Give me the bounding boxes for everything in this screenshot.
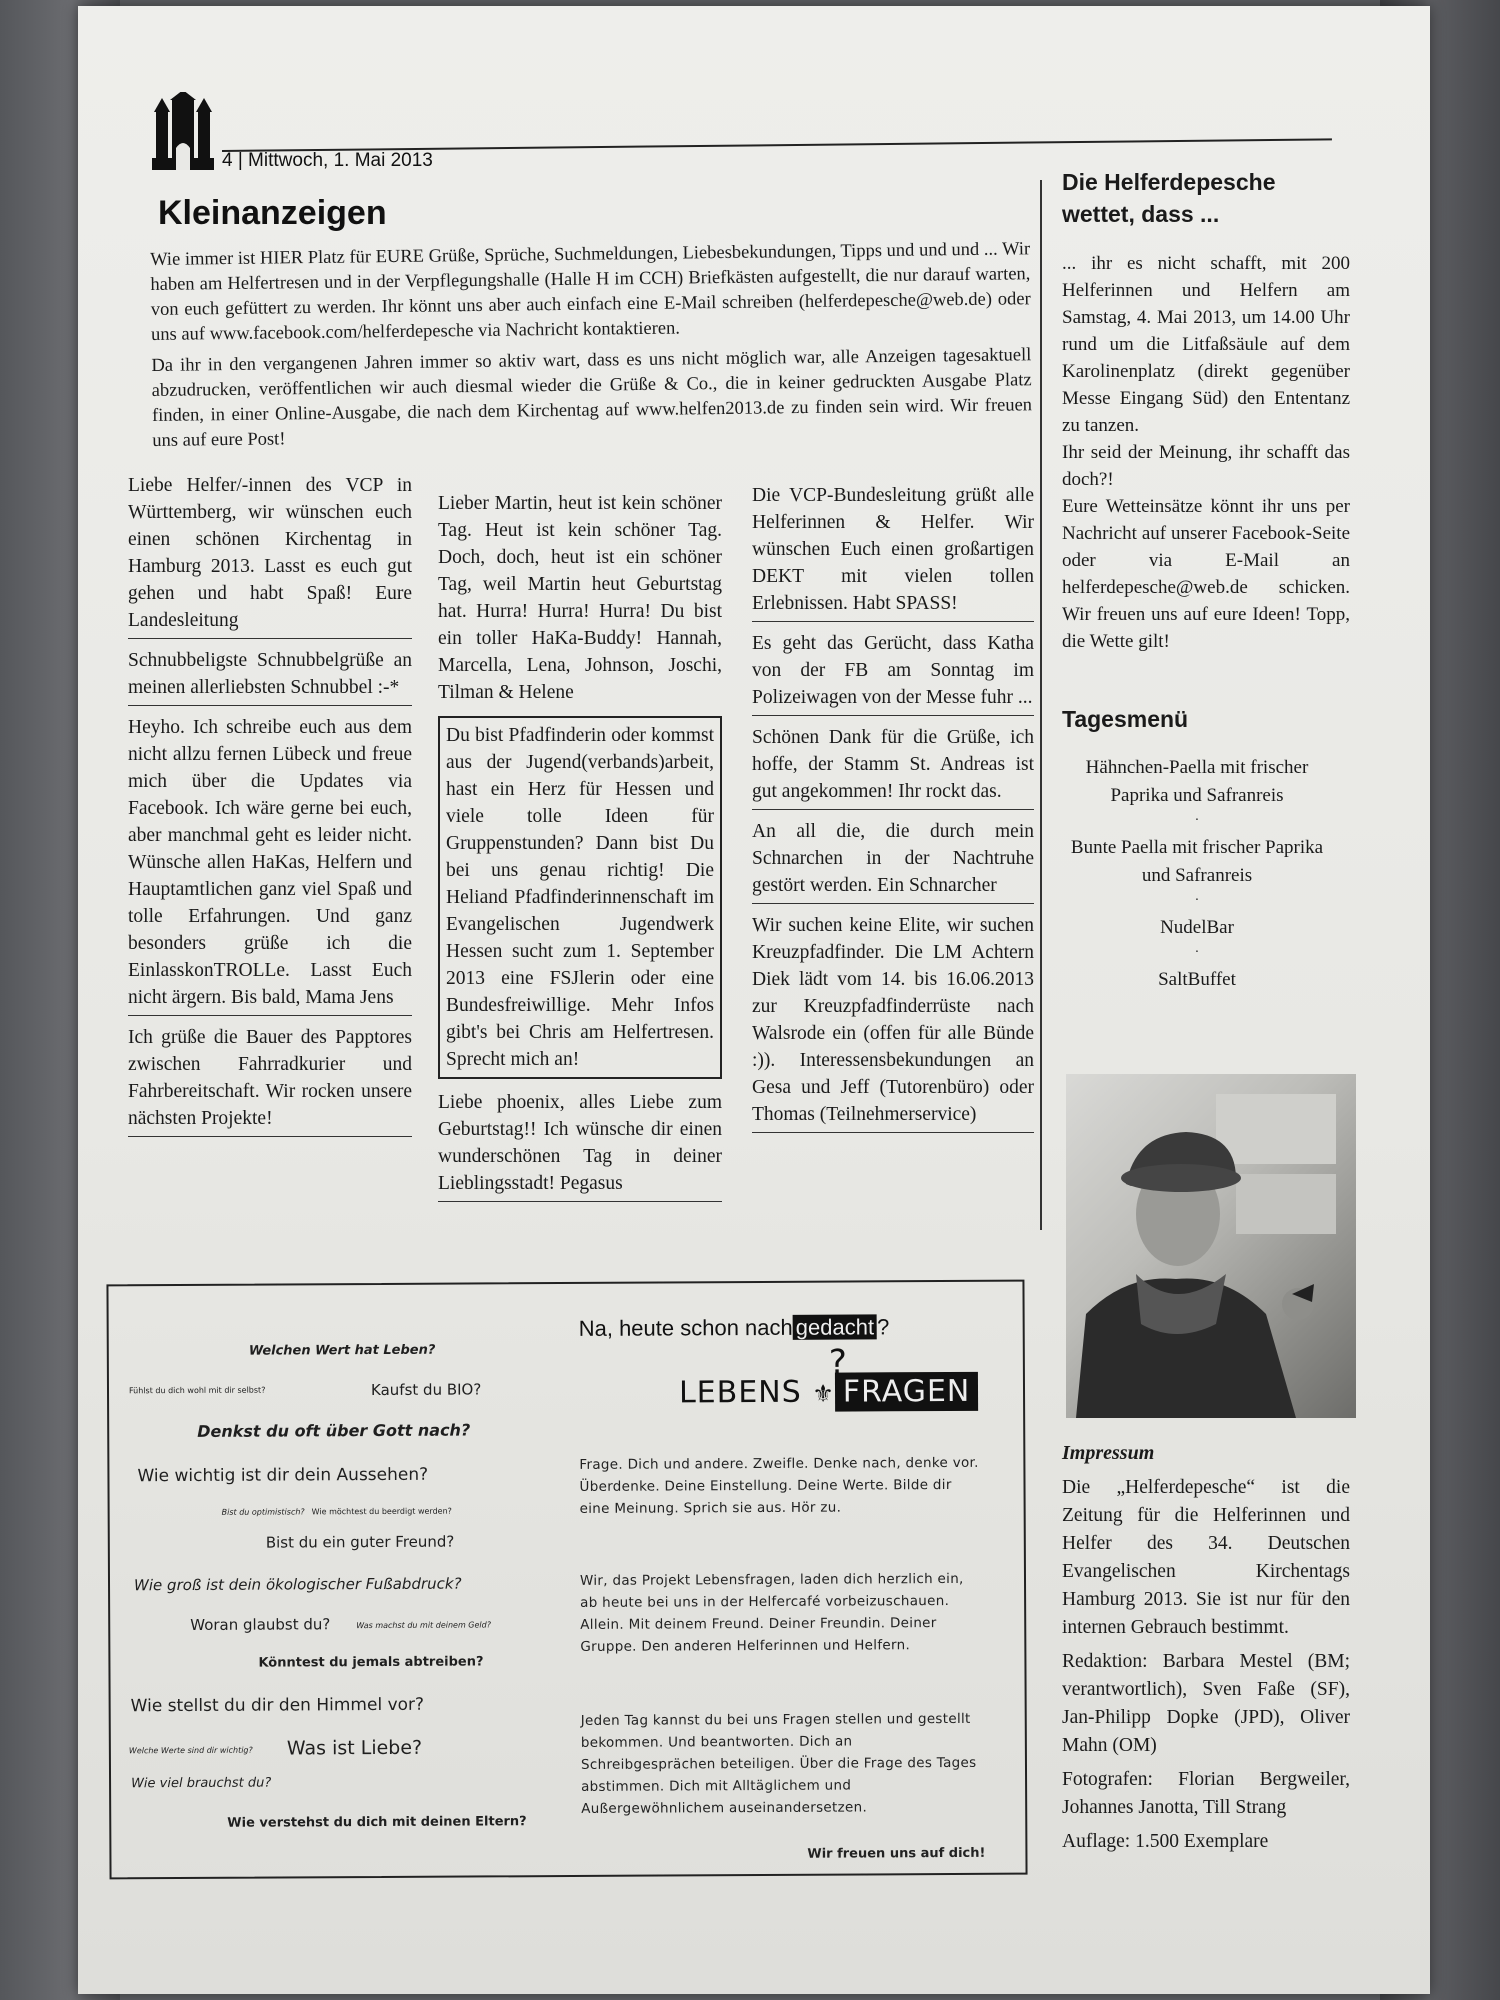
wette-body bbox=[1062, 250, 1350, 655]
tagesmenue-title: Tagesmenü bbox=[1062, 706, 1189, 732]
classifieds-column-1 bbox=[128, 470, 412, 1143]
column-divider bbox=[1040, 180, 1042, 1230]
ad-question: Wie stellst du dir den Himmel vor? bbox=[130, 1694, 425, 1717]
logo-text-left: LEBENS bbox=[678, 1374, 802, 1411]
ad-question: Was machst du mit deinem Geld? bbox=[356, 1620, 491, 1631]
menu-item: Bunte Paella mit frischer Paprika und Safranreis bbox=[1070, 837, 1324, 886]
issue-date-line: 4 | Mittwoch, 1. Mai 2013 bbox=[222, 150, 433, 171]
wette-paragraph: Eure Wetteinsätze könnt ihr uns per Nachricht auf unserer Facebook-Seite oder via E-Mail an helferdepesche@web.de schicken. Wir freuen uns auf eure Ideen! Topp, die Wette gilt! bbox=[1062, 496, 1350, 652]
wette-paragraph: Ihr seid der Meinung, ihr schafft das doch?! bbox=[1062, 442, 1350, 490]
classified-ad: Heyho. Ich schreibe euch aus dem nicht allzu fernen Lübeck und freue mich über die Updates via Facebook. Ich wäre gerne bei euch, aber manchmal geht es leider nicht. Wünsche allen HaKas, Helfern und Hauptamtlichen ganz viel Spaß und tolle Erfahrungen. Und ganz besonders grüße ich die EinlasskonTROLLe. Lasst Euch nicht ärgern. Bis bald, Mama Jens bbox=[128, 712, 412, 1016]
ad-question: Wie wichtig ist dir dein Aussehen? bbox=[137, 1464, 429, 1487]
question-mark-icon: ? bbox=[828, 1342, 849, 1383]
ad-question: Fühlst du dich wohl mit dir selbst? bbox=[128, 1385, 266, 1396]
ad-heading bbox=[579, 1314, 890, 1342]
classified-ad: Wir suchen keine Elite, wir suchen Kreuzpfadfinder. Die LM Achtern Diek lädt vom 14. bis 16.06.2013 zur Kreuzpfadfinderrüste nach Walsrode ein (offen für alle Bünde :)). Interessensbekundungen an Gesa und Jeff (Tutorenbüro) oder Thomas (Teilnehmerservice) bbox=[752, 910, 1034, 1133]
ad-question: Wie möchtest du beerdigt werden? bbox=[311, 1506, 452, 1517]
logo-text-right: FRAGEN bbox=[835, 1372, 979, 1412]
tagesmenue-list bbox=[1062, 754, 1332, 998]
classified-ad: Es geht das Gerücht, dass Katha von der FB am Sonntag im Polizeiwagen von der Messe fuhr ... bbox=[752, 628, 1034, 716]
ad-question: Wie verstehst du dich mit deinen Eltern? bbox=[227, 1814, 527, 1831]
ad-question: Welche Werte sind dir wichtig? bbox=[128, 1745, 253, 1756]
classified-ad: Schnubbeligste Schnubbelgrüße an meinen allerliebsten Schnubbel :-* bbox=[128, 645, 412, 706]
classifieds-column-3 bbox=[752, 480, 1034, 1139]
ad-question: Kaufst du BIO? bbox=[370, 1380, 482, 1400]
ad-closing: Wir freuen uns auf dich! bbox=[807, 1845, 986, 1862]
ad-question: Könntest du jemals abtreiben? bbox=[258, 1654, 484, 1671]
impressum-auflage: Auflage: 1.500 Exemplare bbox=[1062, 1831, 1269, 1852]
ad-question: Was ist Liebe? bbox=[286, 1736, 423, 1760]
ad-question: Bist du optimistisch? bbox=[221, 1507, 305, 1517]
intro-paragraph: Da ihr in den vergangenen Jahren immer so aktiv wart, dass es uns nicht möglich war, alle Anzeigen tagesaktuell abzudrucken, veröffentlichen wir auch diesmal wieder die Grüße & Co., die in keiner gedruckten Ausgabe Platz finden, in einer Online-Ausgabe, die nach dem Kirchentag auf www.helfen2013.de zu finden sein wird. Wir freuen uns auf eure Post! bbox=[151, 345, 1033, 451]
ad-heading-text: Na, heute schon nach bbox=[578, 1314, 793, 1341]
classifieds-column-2 bbox=[438, 488, 722, 1208]
classified-ad: Liebe Helfer/-innen des VCP in Württemberg, wir wünschen euch einen schönen Kirchentag in Hamburg 2013. Lasst es euch gut gehen und habt Spaß! Eure Landesleitung bbox=[128, 470, 412, 639]
portrait-photo bbox=[1066, 1074, 1356, 1418]
impressum-fotografen: Fotografen: Florian Bergweiler, Johannes Janotta, Till Strang bbox=[1062, 1769, 1350, 1818]
classified-ad: Liebe phoenix, alles Liebe zum Geburtstag!! Ich wünsche dir einen wunderschönen Tag in deiner Lieblingsstadt! Pegasus bbox=[438, 1087, 722, 1202]
menu-item: Hähnchen-Paella mit frischer Paprika und Safranreis bbox=[1085, 757, 1309, 806]
menu-item: NudelBar bbox=[1160, 917, 1234, 938]
ad-text-paragraph: Wir, das Projekt Lebensfragen, laden dich herzlich ein, ab heute bei uns in der Helfercafé vorbeizuschauen. Allein. Mit deinem Freund. Deiner Freundin. Deiner Gruppe. Den anderen Helferinnen und Helfern. bbox=[579, 1570, 964, 1655]
ad-text-paragraph: Jeden Tag kannst du bei uns Fragen stellen und gestellt bekommen. Und beantworten. Dich an Schreibgesprächen beteiligen. Über die Frage des Tages abstimmen. Dich mit Alltäglichem und Außergewöhnlichem auseinandersetzen. bbox=[580, 1710, 977, 1817]
ad-heading-end: ? bbox=[876, 1314, 890, 1340]
ad-question: Bist du ein guter Freund? bbox=[265, 1532, 455, 1552]
classified-ad-boxed: Du bist Pfadfinderin oder kommst aus der Jugend(verbands)arbeit, hast ein Herz für Hessen und viele tolle Ideen für Gruppenstunden? Dann bist Du bei uns genau richtig! Die Heliand Pfadfinderinnenschaft im Evangelischen Jugendwerk Hessen sucht zum 1. September 2013 eine FSJlerin oder eine Bundesfreiwillige. Mehr Infos gibt's bei Chris am Helfertresen. Sprecht mich an! bbox=[438, 716, 722, 1079]
menu-item: SaltBuffet bbox=[1158, 969, 1236, 990]
kleinanzeigen-intro bbox=[150, 237, 1033, 460]
fleur-de-lis-icon: ⚜ bbox=[812, 1379, 835, 1408]
lebensfragen-advertisement bbox=[106, 1280, 1027, 1880]
ad-question: Wie viel brauchst du? bbox=[131, 1775, 272, 1792]
lebensfragen-logo bbox=[678, 1342, 978, 1411]
impressum-redaktion: Redaktion: Barbara Mestel (BM; verantwortlich), Sven Faße (SF), Jan-Philipp Dopke (JPD), Oliver Mahn (OM) bbox=[1062, 1651, 1350, 1756]
ad-text-paragraph: Frage. Dich und andere. Zweifle. Denke nach, denke vor. Überdenke. Deine Einstellung. Deine Werte. Bilde dir eine Meinung. Sprich sie aus. Hör zu. bbox=[579, 1454, 979, 1517]
ad-question: Wie groß ist dein ökologischer Fußabdruck? bbox=[133, 1574, 462, 1595]
classified-ad: Die VCP-Bundesleitung grüßt alle Helferinnen & Helfer. Wir wünschen Euch einen großartigen DEKT mit vielen tollen Erlebnissen. Habt SPASS! bbox=[752, 480, 1034, 622]
hamburg-castle-logo-icon bbox=[152, 92, 214, 170]
classified-ad: An all die, die durch mein Schnarchen in der Nachtruhe gestört werden. Ein Schnarcher bbox=[752, 816, 1034, 904]
menu-separator: · bbox=[1194, 945, 1200, 960]
ad-question: Denkst du oft über Gott nach? bbox=[197, 1420, 471, 1441]
impressum-title: Impressum bbox=[1062, 1442, 1155, 1464]
classified-ad: Lieber Martin, heut ist kein schöner Tag. Heut ist kein schöner Tag. Doch, doch, heut ist ein schöner Tag, weil Martin heut Geburtstag hat. Hurra! Hurra! Hurra! Du bist ein toller HaKa-Buddy! Hannah, Marcella, Lena, Johnson, Joschi, Tilman & Helene bbox=[438, 493, 722, 703]
person-photo-icon bbox=[1066, 1074, 1356, 1418]
ad-question: Welchen Wert hat Leben? bbox=[248, 1342, 436, 1359]
section-title-kleinanzeigen: Kleinanzeigen bbox=[158, 194, 387, 232]
classified-ad: Ich grüße die Bauer des Papptores zwischen Fahrradkurier und Fahrbereitschaft. Wir rocken unsere nächsten Projekte! bbox=[128, 1022, 412, 1137]
intro-paragraph: Wie immer ist HIER Platz für EURE Grüße, Sprüche, Suchmeldungen, Liebesbekundungen, Tipps und und und ... Wir haben am Helfertresen und in der Verpflegungshalle (Halle H im CCH) Briefkästen aufgestellt, die nur darauf warten, von euch gefüttert zu werden. Ihr könnt uns aber auch einfach eine E-Mail schreiben (helferdepesche@web.de) oder uns auf www.facebook.com/helferdepesche via Nachricht kontaktieren. bbox=[150, 239, 1031, 345]
menu-separator: · bbox=[1194, 813, 1200, 828]
ad-heading-highlight: gedacht bbox=[793, 1314, 877, 1339]
wette-paragraph: ... ihr es nicht schafft, mit 200 Helferinnen und Helfern am Samstag, 4. Mai 2013, um 14.00 Uhr rund um die Litfaßsäule auf dem Karolinenplatz (direkt gegenüber Messe Eingang Süd) den Ententanz zu tanzen. bbox=[1062, 253, 1350, 436]
ad-question: Woran glaubst du? bbox=[190, 1615, 331, 1634]
menu-separator: · bbox=[1194, 893, 1200, 908]
impressum-body bbox=[1062, 1474, 1350, 1856]
wette-title: Die Helferdepesche wettet, dass ... bbox=[1062, 169, 1276, 227]
classified-ad: Schönen Dank für die Grüße, ich hoffe, der Stamm St. Andreas ist gut angekommen! Ihr rockt das. bbox=[752, 722, 1034, 810]
impressum-paragraph: Die „Helferdepesche“ ist die Zeitung für die Helferinnen und Helfer des 34. Deutschen Evangelischen Kirchentags Hamburg 2013. Sie ist nur für den internen Gebrauch bestimmt. bbox=[1062, 1477, 1350, 1638]
